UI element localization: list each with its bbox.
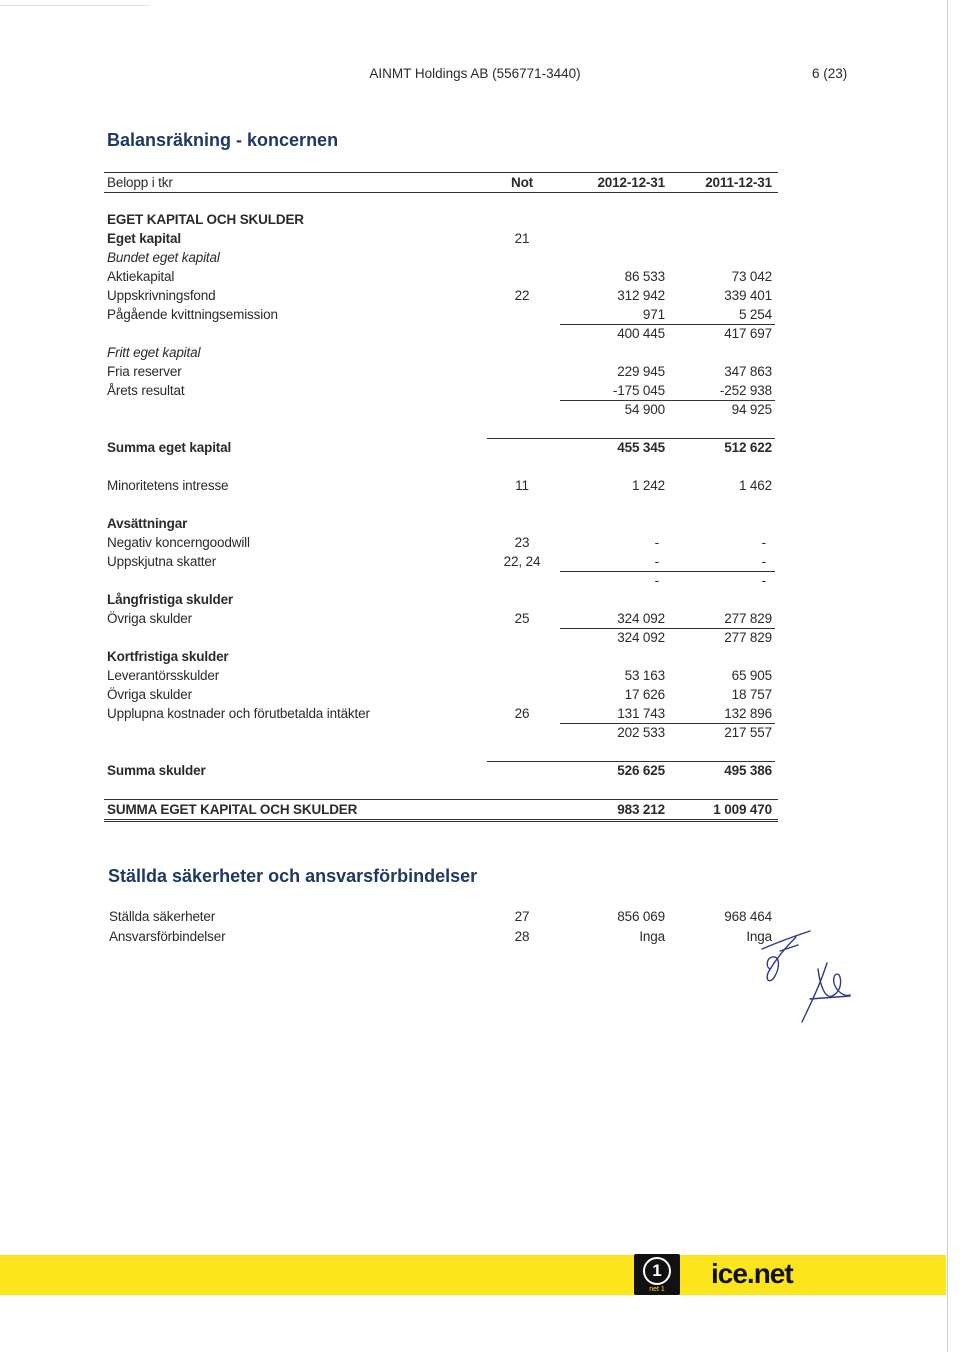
row-spacer <box>107 742 775 761</box>
table-row <box>107 552 775 571</box>
value-2012: 53 163 <box>624 668 665 683</box>
section-heading-label: EGET KAPITAL OCH SKULDER <box>107 212 304 227</box>
value-2012: 54 900 <box>624 402 665 417</box>
row-label: Fria reserver <box>107 364 182 379</box>
subtotal-row <box>107 723 775 742</box>
company-header: AINMT Holdings AB (556771-3440) <box>369 66 581 81</box>
row-label: SUMMA EGET KAPITAL OCH SKULDER <box>107 802 358 817</box>
page-number: 6 (23) <box>812 66 848 81</box>
table-row <box>107 590 775 609</box>
value-2012: 131 743 <box>560 704 668 724</box>
row-spacer <box>107 419 775 438</box>
row-label: Upplupna kostnader och förutbetalda intäkter <box>107 706 370 721</box>
table-row <box>107 647 775 666</box>
value-2012: 324 092 <box>617 630 665 645</box>
table-row <box>107 907 775 927</box>
value-2012: 1 242 <box>631 478 665 493</box>
subtotal-row <box>107 400 775 419</box>
badge-caption: net 1 <box>649 1286 665 1293</box>
row-note: 11 <box>515 478 529 493</box>
row-note: 22 <box>514 288 530 303</box>
column-header-2012: 2012-12-31 <box>597 175 665 190</box>
row-label: Minoritetens intresse <box>107 478 229 493</box>
row-label: Summa eget kapital <box>107 440 232 455</box>
row-note: 25 <box>514 611 530 626</box>
value-2012: 324 092 <box>560 609 668 629</box>
row-note: 22, 24 <box>503 554 541 569</box>
table-row <box>107 286 775 305</box>
row-label: Eget kapital <box>107 231 181 246</box>
row-label: Övriga skulder <box>107 611 192 626</box>
subtotal-row <box>107 571 775 590</box>
signatures <box>740 925 860 1030</box>
row-label: Långfristiga skulder <box>107 592 234 607</box>
row-label: Uppskrivningsfond <box>107 288 216 303</box>
value-2011: 94 925 <box>731 402 772 417</box>
signature-1 <box>762 931 810 981</box>
scan-edge-line <box>947 0 948 1352</box>
value-2011: 73 042 <box>731 269 772 284</box>
value-2011: 417 697 <box>724 326 772 341</box>
row-note: 28 <box>514 929 530 944</box>
value-2012: 455 345 <box>617 440 665 455</box>
value-2011: 18 757 <box>731 687 772 702</box>
table-row <box>107 343 775 362</box>
value-2012: 86 533 <box>624 269 665 284</box>
value-2012: 971 <box>560 305 668 325</box>
value-2012: Inga <box>639 929 665 944</box>
badge-number: 1 <box>643 1257 671 1285</box>
value-2011: 277 829 <box>724 630 772 645</box>
table-row <box>107 267 775 286</box>
column-header-2011: 2011-12-31 <box>705 175 772 190</box>
value-2011: 347 863 <box>724 364 772 379</box>
column-header-note: Not <box>510 175 534 190</box>
pledged-table <box>107 907 775 947</box>
row-note: 21 <box>514 231 530 246</box>
table-row <box>107 666 775 685</box>
row-label: Aktiekapital <box>107 269 175 284</box>
value-2012: 312 942 <box>617 288 665 303</box>
row-note: 26 <box>514 706 530 721</box>
grand-total-row <box>104 799 778 822</box>
value-2011: 1 009 470 <box>713 802 772 817</box>
table-row <box>107 381 775 400</box>
page-title: Balansräkning - koncernen <box>107 130 339 150</box>
brand-logo: ice.net <box>711 1258 793 1289</box>
value-2011: 1 462 <box>738 478 772 493</box>
section-title-pledged: Ställda säkerheter och ansvarsförbindelser <box>108 866 478 886</box>
row-label: Avsättningar <box>107 516 188 531</box>
table-row <box>107 609 775 628</box>
value-2012: - <box>654 573 659 588</box>
table-row <box>107 533 775 552</box>
row-label: Kortfristiga skulder <box>107 649 229 664</box>
row-label: Summa skulder <box>107 763 206 778</box>
column-header-row <box>104 172 778 193</box>
signature-2 <box>802 963 850 1022</box>
value-2012: - <box>560 552 668 572</box>
balance-table-header <box>107 172 775 193</box>
row-label: Leverantörsskulder <box>107 668 220 683</box>
table-row <box>107 362 775 381</box>
table-row <box>107 305 775 324</box>
value-2012: 856 069 <box>617 909 665 924</box>
row-note: 23 <box>514 535 530 550</box>
value-2012: 17 626 <box>624 687 665 702</box>
value-2011: - <box>668 552 775 572</box>
value-2011: -252 938 <box>668 381 775 401</box>
value-2011: 217 557 <box>724 725 772 740</box>
value-2012: 983 212 <box>617 802 665 817</box>
column-header-label: Belopp i tkr <box>107 175 173 190</box>
row-label: Uppskjutna skatter <box>107 554 217 569</box>
value-2011: 5 254 <box>668 305 775 325</box>
value-2012: 526 625 <box>617 763 665 778</box>
sum-row <box>107 438 775 457</box>
table-row <box>107 704 775 723</box>
table-row <box>107 927 775 947</box>
value-2011: Inga <box>746 929 772 944</box>
value-2011: 132 896 <box>668 704 775 724</box>
value-2011: 277 829 <box>668 609 775 629</box>
value-2011: - <box>761 535 766 550</box>
row-label: Bundet eget kapital <box>107 250 220 265</box>
row-label: Pågående kvittningsemission <box>107 307 278 322</box>
table-row <box>107 248 775 267</box>
section-heading <box>107 210 775 229</box>
table-row <box>107 685 775 704</box>
subtotal-row <box>107 324 775 343</box>
sum-row <box>107 761 775 780</box>
balance-table <box>107 210 775 822</box>
row-note: 27 <box>514 909 530 924</box>
value-2011: 65 905 <box>731 668 772 683</box>
value-2012: -175 045 <box>560 381 668 401</box>
row-label: Fritt eget kapital <box>107 345 201 360</box>
value-2011: 339 401 <box>724 288 772 303</box>
value-2011: 512 622 <box>724 440 772 455</box>
row-label: Årets resultat <box>107 383 185 398</box>
value-2011: - <box>761 573 766 588</box>
table-row <box>107 514 775 533</box>
subtotal-row <box>107 628 775 647</box>
row-label: Övriga skulder <box>107 687 192 702</box>
footer-band <box>0 1255 946 1295</box>
value-2011: 968 464 <box>724 909 772 924</box>
row-spacer <box>107 457 775 476</box>
brand-badge-logo <box>634 1254 680 1295</box>
row-label: Ansvarsförbindelser <box>109 929 226 944</box>
value-2012: - <box>654 535 659 550</box>
row-label: Ställda säkerheter <box>109 909 216 924</box>
value-2012: 229 945 <box>617 364 665 379</box>
scan-edge-line <box>0 5 150 6</box>
value-2012: 400 445 <box>617 326 665 341</box>
table-row <box>107 229 775 248</box>
value-2011: 495 386 <box>724 763 772 778</box>
row-spacer <box>107 780 775 799</box>
table-row <box>107 476 775 495</box>
value-2012: 202 533 <box>617 725 665 740</box>
row-label: Negativ koncerngoodwill <box>107 535 250 550</box>
row-spacer <box>107 495 775 514</box>
